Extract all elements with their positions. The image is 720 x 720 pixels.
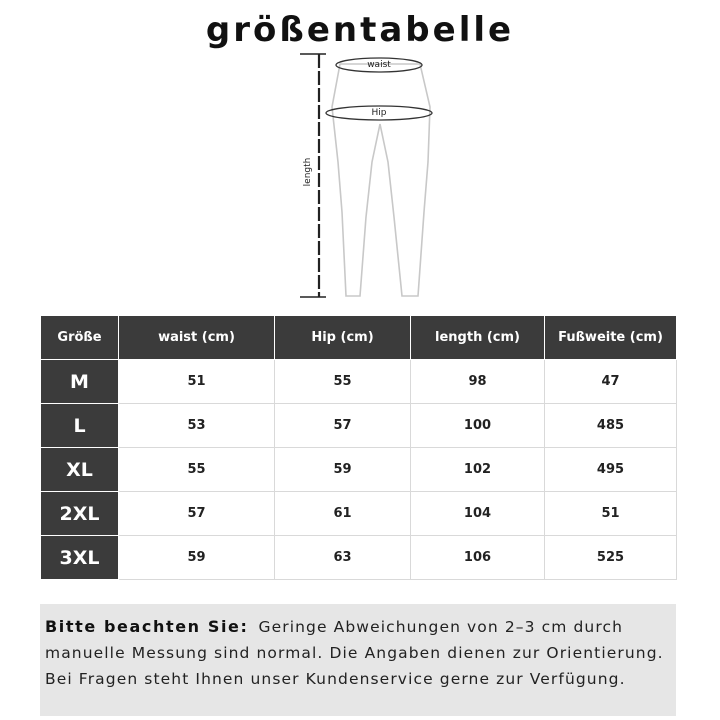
waist-cell: 55 bbox=[119, 448, 275, 492]
page-title: größentabelle bbox=[205, 10, 515, 50]
waist-label: waist bbox=[367, 60, 391, 70]
header-foot-width: Fußweite (cm) bbox=[545, 316, 677, 360]
length-cell: 102 bbox=[411, 448, 545, 492]
hip-cell: 57 bbox=[275, 404, 411, 448]
table-header-row bbox=[41, 316, 677, 360]
waist-cell: 53 bbox=[119, 404, 275, 448]
foot-width-cell: 495 bbox=[545, 448, 677, 492]
note-text: Geringe Abweichungen von 2–3 cm durch manuelle Messung sind normal. Die Angaben dienen zur Orientierung. Bei Fragen steht Ihnen unser Kundenservice gerne zur Verfügung. bbox=[45, 618, 664, 688]
size-cell: L bbox=[41, 404, 119, 448]
length-label: length bbox=[303, 157, 313, 187]
table-row bbox=[41, 404, 677, 448]
table-row bbox=[41, 492, 677, 536]
size-cell: XL bbox=[41, 448, 119, 492]
length-cell: 106 bbox=[411, 536, 545, 580]
foot-width-cell: 47 bbox=[545, 360, 677, 404]
leggings-silhouette bbox=[332, 64, 430, 296]
foot-width-cell: 525 bbox=[545, 536, 677, 580]
size-table bbox=[40, 315, 677, 580]
size-cell: 3XL bbox=[41, 536, 119, 580]
waist-cell: 59 bbox=[119, 536, 275, 580]
hip-label: Hip bbox=[371, 108, 387, 118]
table-row bbox=[41, 448, 677, 492]
waist-cell: 57 bbox=[119, 492, 275, 536]
hip-cell: 59 bbox=[275, 448, 411, 492]
hip-cell: 55 bbox=[275, 360, 411, 404]
header-waist: waist (cm) bbox=[119, 316, 275, 360]
length-cell: 98 bbox=[411, 360, 545, 404]
size-cell: 2XL bbox=[41, 492, 119, 536]
header-hip: Hip (cm) bbox=[275, 316, 411, 360]
leggings-diagram bbox=[290, 52, 440, 307]
length-cell: 100 bbox=[411, 404, 545, 448]
table-row bbox=[41, 536, 677, 580]
foot-width-cell: 485 bbox=[545, 404, 677, 448]
table-row bbox=[41, 360, 677, 404]
note-box bbox=[40, 604, 676, 716]
hip-cell: 61 bbox=[275, 492, 411, 536]
header-length: length (cm) bbox=[411, 316, 545, 360]
note-lead: Bitte beachten Sie: bbox=[45, 617, 249, 636]
length-cell: 104 bbox=[411, 492, 545, 536]
foot-width-cell: 51 bbox=[545, 492, 677, 536]
header-size: Größe bbox=[41, 316, 119, 360]
size-cell: M bbox=[41, 360, 119, 404]
hip-cell: 63 bbox=[275, 536, 411, 580]
waist-cell: 51 bbox=[119, 360, 275, 404]
